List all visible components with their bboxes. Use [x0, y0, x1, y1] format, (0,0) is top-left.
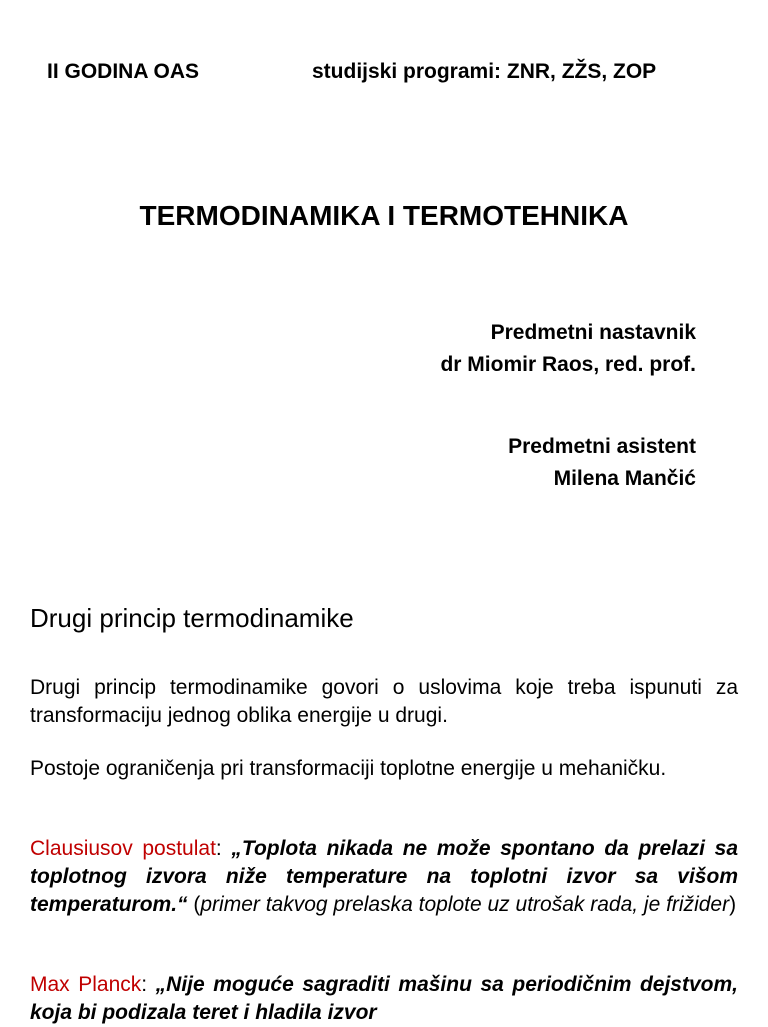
section-heading: Drugi princip termodinamike	[30, 603, 354, 633]
clausius-note-close: )	[729, 893, 737, 916]
professor-role: Predmetni nastavnik	[490, 321, 696, 344]
assistant-name: Milena Mančić	[553, 467, 696, 490]
planck-quote: „Nije moguće sagraditi mašinu sa periodičnim dejstvom, koja bi podizala teret i hladila izvor	[30, 973, 738, 1024]
professor-block	[440, 317, 696, 381]
clausius-note: primer takvog prelaska toplote uz utrošak rada, je frižider	[200, 893, 730, 916]
planck-label: Max Planck	[30, 973, 142, 996]
professor-name: dr Miomir Raos, red. prof.	[440, 353, 696, 376]
planck-paragraph	[30, 971, 738, 1027]
clausius-quote: „Toplota nikada ne može spontano da prelazi sa toplotnog izvora niže temperature na toplotni izvor sa višom temperaturom.“	[30, 837, 738, 916]
planck-separator: :	[141, 973, 156, 996]
page-title: TERMODINAMIKA I TERMOTEHNIKA	[139, 200, 629, 231]
study-programs-label: studijski programi: ZNR, ZŽS, ZOP	[312, 60, 657, 83]
clausius-separator: :	[215, 837, 232, 860]
paragraph-limitations: Postoje ograničenja pri transformaciji toplotne energije u mehaničku.	[30, 757, 667, 780]
paragraph-intro: Drugi princip termodinamike govori o uslovima koje treba ispunuti za transformaciju jednog oblika energije u drugi.	[30, 676, 738, 727]
course-year-label: II GODINA OAS	[47, 60, 200, 83]
assistant-role: Predmetni asistent	[508, 435, 696, 458]
clausius-paragraph	[30, 835, 738, 919]
clausius-label: Clausiusov postulat	[30, 837, 216, 860]
assistant-block	[508, 431, 696, 495]
clausius-note-open: (	[187, 893, 201, 916]
